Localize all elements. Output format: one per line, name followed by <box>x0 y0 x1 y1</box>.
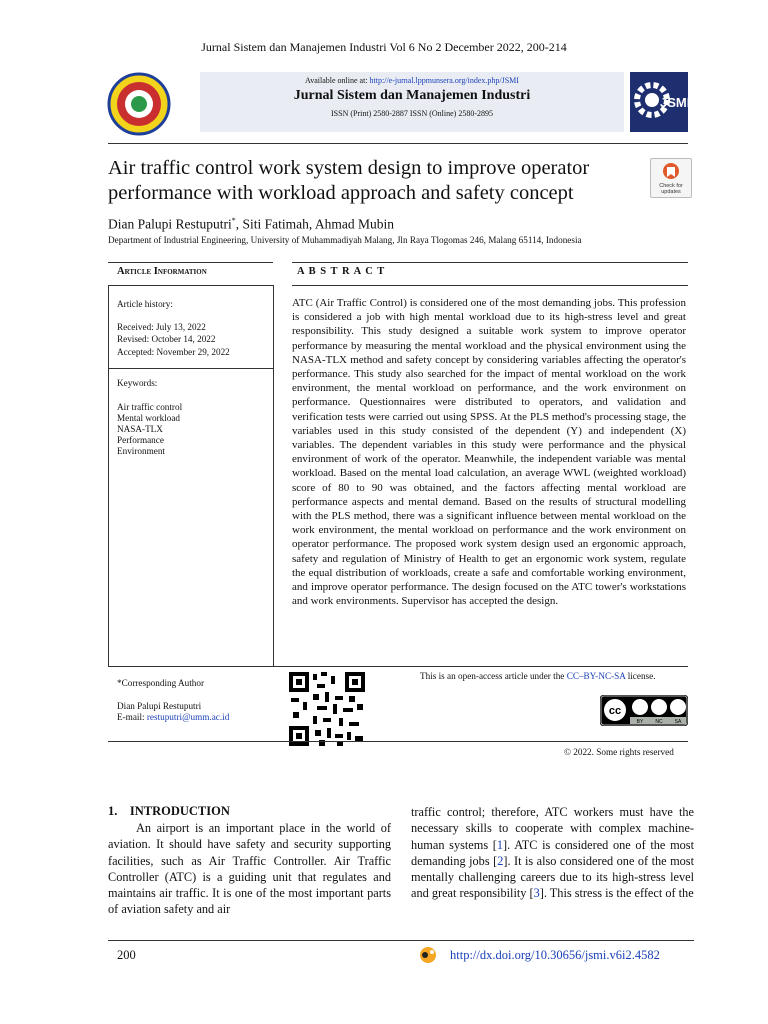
check-updates-label: Check for updates <box>659 183 683 195</box>
license-prefix: This is an open-access article under the <box>420 671 567 681</box>
qr-code[interactable] <box>289 672 365 746</box>
check-for-updates-badge[interactable] <box>650 158 692 198</box>
intro-text: ]. ATC is considered one of the most demanding jobs [ <box>411 837 694 868</box>
received-date: Received: July 13, 2022 <box>117 322 206 332</box>
keyword-item: Performance <box>117 435 164 445</box>
doi-link[interactable]: http://dx.doi.org/10.30656/jsmi.v6i2.4582 <box>450 948 660 962</box>
corresponding-mark: * <box>231 216 236 225</box>
abstract-top-rule <box>292 262 688 263</box>
page-number: 200 <box>117 948 136 962</box>
journal-url-link[interactable]: http://e-jurnal.lppmunsera.org/index.php/JSMI <box>369 76 519 85</box>
license-link[interactable]: CC–BY-NC-SA <box>566 671 626 681</box>
corresponding-label: *Corresponding Author <box>117 678 205 688</box>
intro-text: ]. It is also considered one of the most mentally challenging careers due to its high-stress level and great responsibility [ <box>411 853 694 901</box>
history-label: Article history: <box>117 299 173 309</box>
corresponding-name: Dian Palupi Restuputri <box>117 701 202 711</box>
author-list <box>108 216 394 233</box>
email-link[interactable]: restuputri@umm.ac.id <box>146 712 230 722</box>
svg-text:NC: NC <box>655 719 663 725</box>
abstract-bottom-rule <box>108 666 688 667</box>
keyword-item: Air traffic control <box>117 402 183 412</box>
citation-link[interactable]: 1 <box>496 837 504 852</box>
keyword-item: Environment <box>117 446 165 456</box>
revised-date: Revised: October 14, 2022 <box>117 334 216 344</box>
intro-right-column <box>411 804 694 902</box>
info-heading-rule <box>108 285 273 286</box>
copyright-notice: © 2022. Some rights reserved <box>564 747 674 757</box>
abstract-heading-rule <box>292 285 688 286</box>
jsmi-logo <box>630 72 688 132</box>
affiliation: Department of Industrial Engineering, University of Muhammadiyah Malang, Jln Raya Tlogomas 246, Malang 65114, Indonesia <box>108 235 582 245</box>
license-suffix: license. <box>625 671 656 681</box>
co-authors: , Siti Fatimah, Ahmad Mubin <box>235 216 395 232</box>
available-online <box>200 76 624 85</box>
university-seal-logo <box>104 72 174 136</box>
nc-icon <box>651 699 667 715</box>
cc-by-nc-sa-badge[interactable] <box>600 695 688 726</box>
footer-rule <box>108 940 694 941</box>
license-text <box>420 671 656 681</box>
info-left-border <box>108 285 109 666</box>
keywords-rule <box>108 368 273 369</box>
section-heading: 1. INTRODUCTION <box>108 804 230 818</box>
intro-left-column: An airport is an important place in the world of aviation. It should have safety and security supporting facilities, such as Air Traffic Controller. Air Traffic Controller (ATC) is a guiding unit that regulates and maintains air traffic. It is one of the most important parts of aviation safety and air <box>108 821 391 917</box>
intro-text: ]. This stress is the effect of the <box>539 886 694 901</box>
article-info-heading: Article Information <box>117 266 207 277</box>
journal-info-box <box>200 72 624 132</box>
gear-icon <box>630 72 688 132</box>
info-right-border <box>273 285 274 666</box>
keyword-item: Mental workload <box>117 413 181 423</box>
running-head: Jurnal Sistem dan Manajemen Industri Vol 6 No 2 December 2022, 200-214 <box>201 40 567 54</box>
banner-divider <box>108 143 688 144</box>
by-icon <box>632 699 648 715</box>
bookmark-icon <box>661 162 681 184</box>
svg-text:cc: cc <box>608 705 622 717</box>
author-name: Dian Palupi Restuputri <box>108 216 232 232</box>
keywords-label: Keywords: <box>117 378 158 388</box>
corresponding-email-line <box>117 712 229 723</box>
doi-icon <box>417 946 439 964</box>
accepted-date: Accepted: November 29, 2022 <box>117 347 230 357</box>
abstract-text: ATC (Air Traffic Control) is considered one of the most demanding jobs. This profession is considered a job with high mental workload due to its high-stress level and great responsibility. This study designed a suitable work system to improve operator performance by measuring the mental workload and the physical environment using the NASA-TLX method and safety concept by considering variables affecting the operator's performance. This study also searched for the impact of mental workload on the work environment, the mental workload on performance, and the work environment on performance. Questionnaires were distributed to operators, and validation and verification tests were carried out using SPSS. At the PLS method's processing stage, the variables used in this study consisted of the dependent (Y) and independent (X) variables. The dependent variables in this study were performance and the physical environment of work of the operator. Meanwhile, the independent variable was mental workload. Based on the mental load calculation, an average WWL (weighted workload) score of 80 to 90 was obtained, and the factors affecting mental workload are performance aspects and mental demand. Based on the results of structural modelling with the PLS method, there was a significant influence between mental workload on the work environment, the mental workload on performance and the work environment on operator performance. The proposed work system design used an ergonomic approach, safety and regulation of Ministry of Health to get an ergonomic work system, regulate the equal distribution of workloads, create a safe and comfortable working environment, and improve operator performance. The design focused on the ATC tower's workstations and work environments. Supervisor has accepted the design. <box>292 297 686 608</box>
citation-link[interactable]: 2 <box>497 853 504 868</box>
journal-title: Jurnal Sistem dan Manajemen Industri <box>293 88 531 103</box>
license-bottom-rule <box>108 741 688 742</box>
svg-text:SA: SA <box>674 719 682 725</box>
info-top-rule <box>108 262 273 263</box>
email-label: E-mail: <box>117 712 147 722</box>
sa-icon <box>670 699 686 715</box>
issn-line: ISSN (Print) 2580-2887 ISSN (Online) 2580-2895 <box>331 109 493 118</box>
abstract-heading: A B S T R A C T <box>297 266 386 277</box>
intro-text: traffic control; therefore, ATC workers must have the necessary skills to cooperate with complex machine-human systems [ <box>411 805 694 852</box>
article-title: Air traffic control work system design to improve operator performance with workload approach and safety concept <box>108 157 590 204</box>
available-label: Available online at: <box>305 76 370 85</box>
journal-banner <box>104 66 688 136</box>
svg-text:BY: BY <box>636 719 644 725</box>
keyword-item: NASA-TLX <box>117 424 163 434</box>
jsmi-logo-text: JSMI <box>660 95 688 110</box>
citation-link[interactable]: 3 <box>533 886 540 901</box>
